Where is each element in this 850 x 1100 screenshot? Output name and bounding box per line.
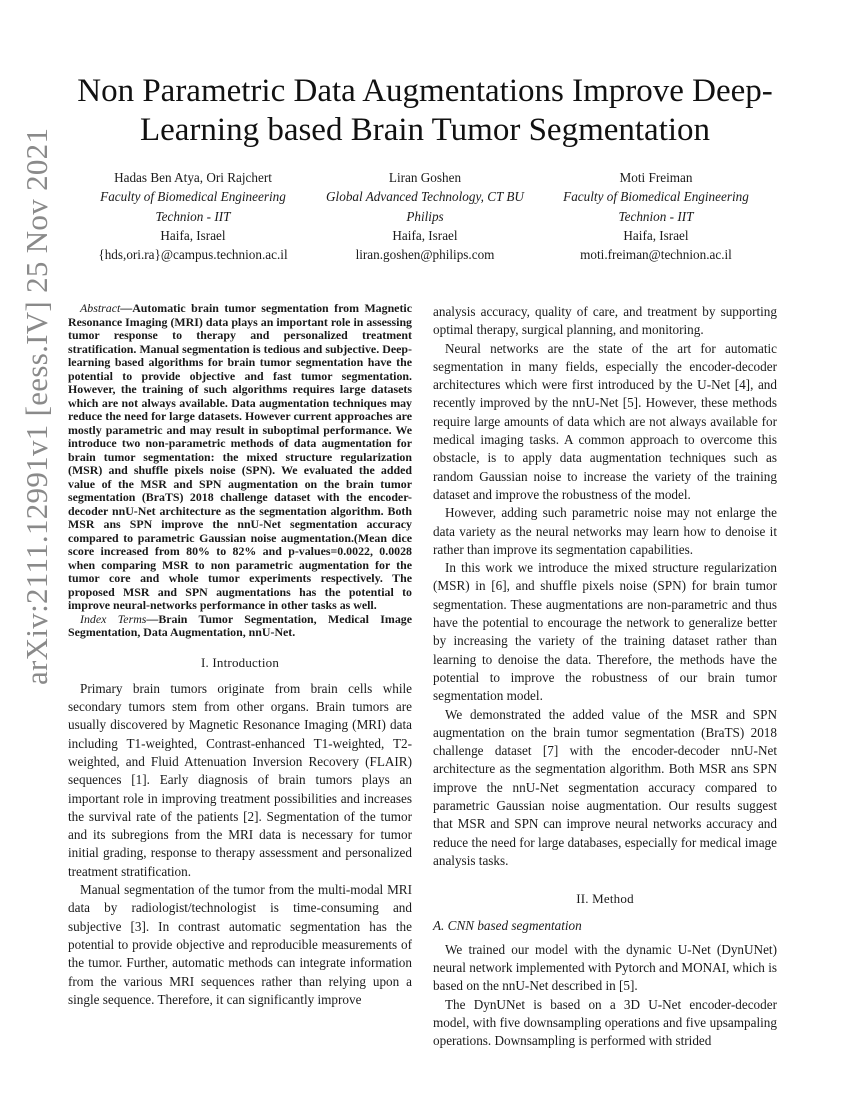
paragraph-continuation: analysis accuracy, quality of care, and treatment by supporting optimal therapy, surgical planning, and monitoring.: [433, 304, 777, 338]
paragraph: In this work we introduce the mixed structure regularization (MSR) in [6], and shuffle pixels noise (SPN) for brain tumor segmentation. These augmentations are non-parametric and thus have the potential to encourage the network to generalize better by increasing the variety of the training dataset rather than learning to denoise the data. Therefore, the methods have the potential to improve the robustness of our brain tumor segmentation model.: [433, 560, 777, 704]
author-block-2: [310, 168, 540, 264]
author-location: Haifa, Israel: [623, 227, 689, 243]
author-affiliation: Faculty of Biomedical Engineering: [563, 189, 749, 205]
author-institution: Philips: [406, 208, 444, 224]
author-block-3: [550, 168, 762, 264]
right-column: [433, 303, 777, 1051]
index-terms-lead: Index Terms: [80, 611, 147, 626]
author-location: Haifa, Israel: [160, 227, 226, 243]
author-names: Moti Freiman: [619, 170, 693, 185]
author-block-1: [80, 168, 306, 264]
abstract: [68, 302, 412, 613]
author-email: liran.goshen@philips.com: [355, 247, 495, 263]
author-names: Hadas Ben Atya, Ori Rajchert: [114, 170, 272, 185]
paragraph: We demonstrated the added value of the MSR and SPN augmentation on the brain tumor segmentation (BraTS) 2018 challenge dataset [7] with the encoder-decoder nnU-Net architecture as the segmentation algorithm. Both MSR ans SPN improve the nnU-Net segmentation accuracy compared to parametric Gaussian noise augmentation. Our results suggest that MSR and SPN can improve neural networks accuracy and reduce the need for large databases, especially for medical image analysis tasks.: [433, 706, 777, 868]
paragraph: Manual segmentation of the tumor from the multi-modal MRI data by radiologist/technologist is time-consuming and subjective [3]. In contrast automatic segmentation has the potential to provide objective and reproducible measurements of the tumor. Further, automatic methods can integrate information from the various MRI sequences rather than relying upon a single sequence. Therefore, it can significantly improve: [68, 882, 412, 1007]
subsection-heading: A. CNN based segmentation: [433, 917, 582, 933]
paragraph: We trained our model with the dynamic U-Net (DynUNet) neural network implemented with Pytorch and MONAI, which is based on the nnU-Net described in [5].: [433, 941, 777, 994]
author-affiliation: Faculty of Biomedical Engineering: [100, 189, 286, 205]
abstract-text: —Automatic brain tumor segmentation from Magnetic Resonance Imaging (MRI) data plays an important role in assessing tumor response to therapy and personalized treatment stratification. Manual segmentation is tedious and subjective. Deep-learning based algorithms for brain tumor segmentation have the potential to provide objective and fast tumor segmentation. However, the training of such algorithms requires large datasets which are not always available. Data augmentation techniques may reduce the need for large datasets. However current approaches are mostly parametric and may result in suboptimal performance. We introduce two non-parametric methods of data augmentation for brain tumor segmentation: the mixed structure regularization (MSR) and shuffle pixels noise (SPN). We evaluated the added value of the MSR and SPN augmentation on the brain tumor segmentation (BraTS) 2018 challenge dataset with the encoder-decoder nnU-Net architecture as the segmentation algorithm. Both MSR ans SPN improve the nnU-Net segmentation accuracy compared to parametric Gaussian noise augmentation.(Mean dice score increased from 80% to 82% and p-values=0.0022, 0.0028 when comparing MSR to non parametric augmentation for the tumor core and whole tumor experiments respectively. The proposed MSR and SPN augmentations has the potential to improve neural-networks performance in other tasks as well.: [68, 301, 412, 612]
author-email: {hds,ori.ra}@campus.technion.ac.il: [98, 247, 288, 263]
index-terms-text: —Brain Tumor Segmentation, Medical Image Segmentation, Data Augmentation, nnU-Net.: [68, 611, 412, 639]
index-terms: [68, 613, 412, 640]
paragraph: Neural networks are the state of the art for automatic segmentation in many fields, especially the encoder-decoder architectures which were first introduced by the U-Net [4], and recently improved by the nnU-Net [5]. However, these methods require large amounts of data which are not always available for medical imaging tasks. A common approach to overcome this obstacle, is to apply data augmentation techniques such as random Gaussian noise to increase the variety of the training dataset and improve the robustness of the model.: [433, 340, 777, 502]
abstract-lead: Abstract: [80, 301, 121, 315]
left-column: [68, 302, 412, 1009]
author-institution: Technion - IIT: [618, 208, 694, 224]
paragraph: Primary brain tumors originate from brain cells while secondary tumors stem from other organs. Brain tumors are usually discovered by Magnetic Resonance Imaging (MRI) data including T1-weighted, Contrast-enhanced T1-weighted, T2-weighted, and Fluid Attenuation Inversion Recovery (FLAIR) sequences [1]. Early diagnosis of brain tumors plays an important role in improving treatment possibilities and increases the survival rate of the patients [2]. Segmentation of the tumor and its subregions from the MRI data is necessary for tumor initial grading, response to therapy assessment and personalized treatment stratification.: [68, 680, 412, 879]
paragraph: The DynUNet is based on a 3D U-Net encoder-decoder model, with five downsampling operations and five upsampaling operations. Downsampling is performed with strided: [433, 996, 777, 1049]
section-heading-introduction: I. Introduction: [200, 654, 280, 670]
author-names: Liran Goshen: [388, 170, 462, 185]
paragraph: However, adding such parametric noise may not enlarge the data variety as the neural networks may learn how to denoise it rather than improve its segmentation capabilities.: [433, 505, 777, 557]
author-location: Haifa, Israel: [392, 227, 458, 243]
arxiv-identifier-stamp: arXiv:2111.12991v1 [eess.IV] 25 Nov 2021: [19, 127, 54, 685]
author-affiliation: Global Advanced Technology, CT BU: [326, 189, 524, 205]
author-email: moti.freiman@technion.ac.il: [580, 247, 732, 263]
paper-title: Non Parametric Data Augmentations Improve Deep-Learning based Brain Tumor Segmentation: [77, 73, 773, 148]
section-heading-method: II. Method: [576, 891, 634, 907]
author-institution: Technion - IIT: [155, 208, 231, 224]
